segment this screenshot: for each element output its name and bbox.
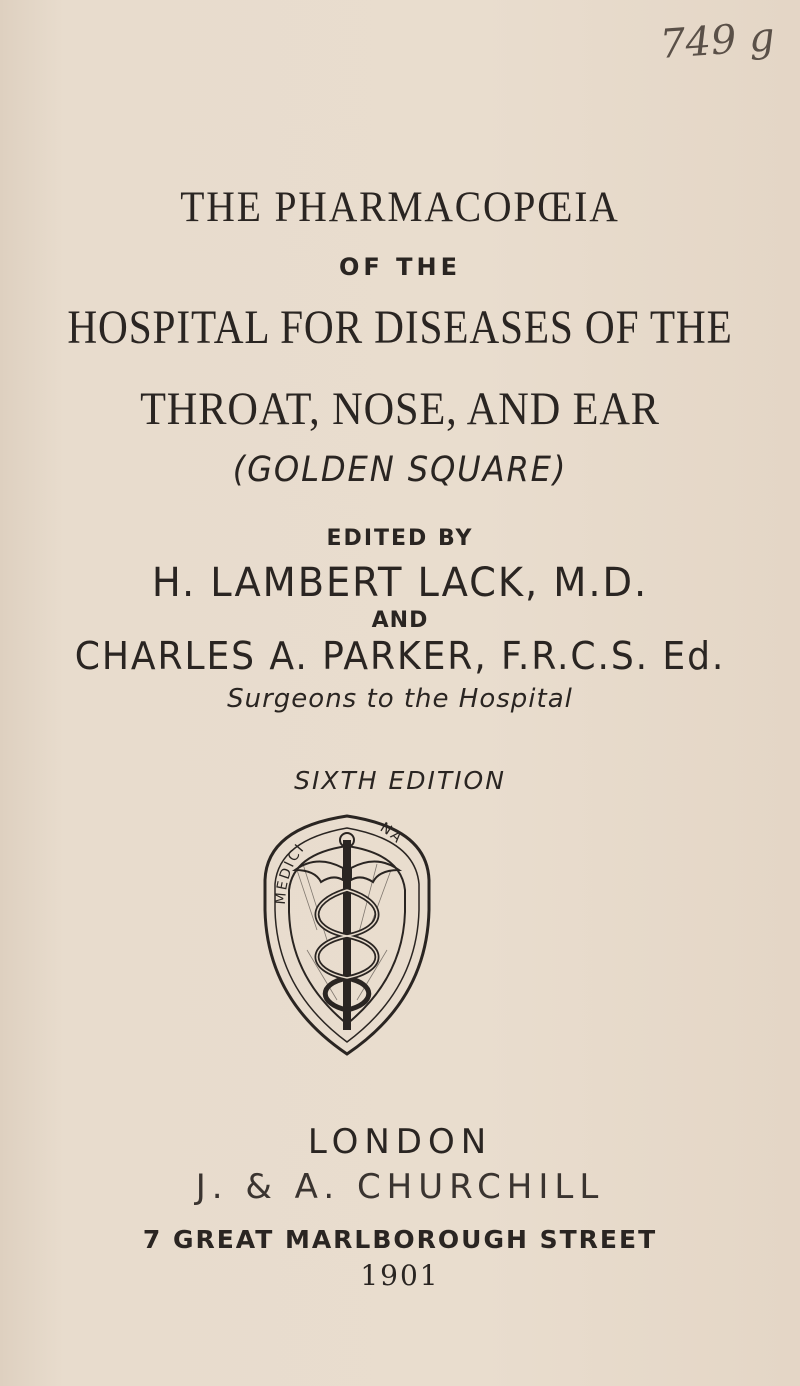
editors-role: Surgeons to the Hospital [227, 684, 573, 714]
caduceus-shield-icon [257, 810, 437, 1058]
edition-label: SIXTH EDITION [294, 766, 506, 795]
imprint-publisher: J. & A. CHURCHILL [195, 1167, 605, 1207]
imprint-city: LONDON [307, 1122, 493, 1162]
imprint-year: 1901 [360, 1259, 440, 1292]
shelfmark-note: 749 g [658, 14, 777, 68]
hospital-specialty: THROAT, NOSE, AND EAR [140, 383, 660, 435]
book-title: THE PHARMACOPŒIA [180, 184, 620, 231]
device-motto-left: MEDICI [272, 840, 309, 906]
editor-one: H. LAMBERT LACK, M.D. [151, 560, 649, 606]
editor-two: CHARLES A. PARKER, F.R.C.S. Ed. [74, 634, 726, 678]
imprint-address: 7 GREAT MARLBOROUGH STREET [142, 1225, 658, 1254]
hospital-name: HOSPITAL FOR DISEASES OF THE [67, 301, 733, 354]
svg-text:MEDICI [273, 840, 309, 905]
device-motto-right: NA [377, 819, 407, 848]
editor-conjunction: AND [371, 608, 429, 633]
title-connector: OF THE [338, 253, 461, 281]
hospital-location: (GOLDEN SQUARE) [232, 450, 568, 490]
edited-by-label: EDITED BY [326, 526, 474, 551]
